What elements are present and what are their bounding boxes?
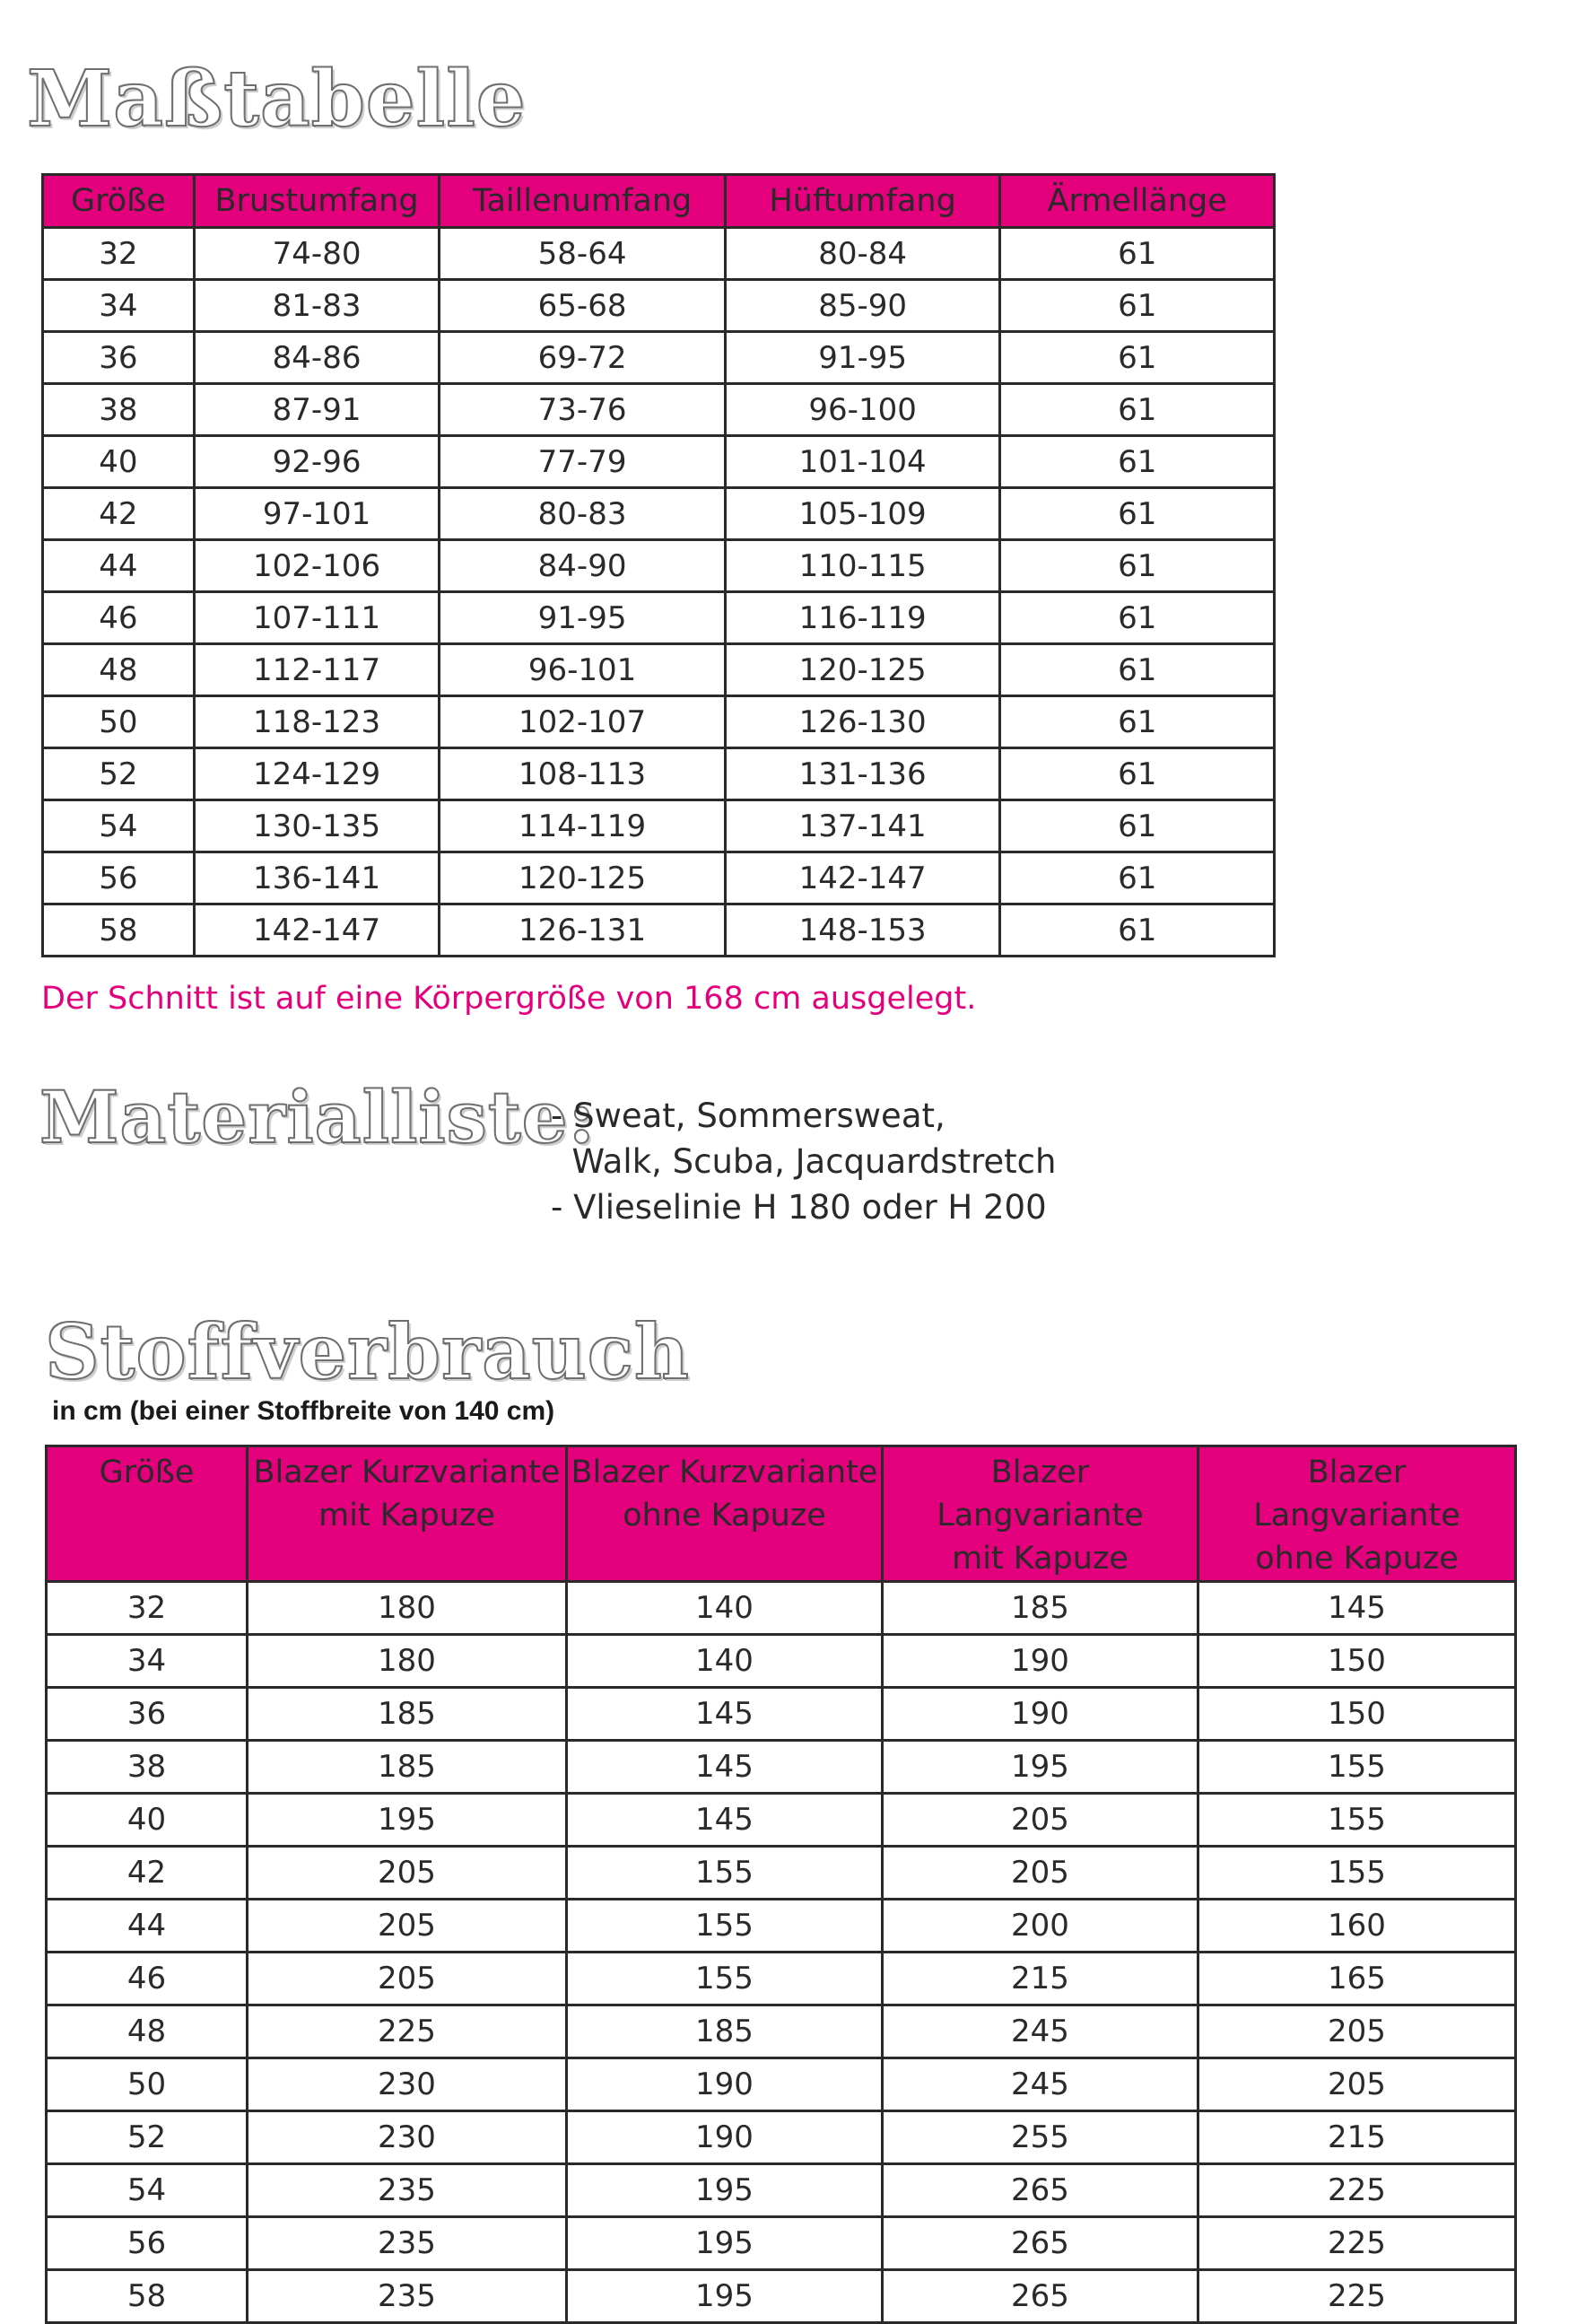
waist-cell: 84-90 bbox=[440, 540, 726, 592]
size-chart-row bbox=[43, 384, 1275, 436]
short-hood-cell: 205 bbox=[248, 1900, 567, 1953]
long-hood-cell: 245 bbox=[883, 2005, 1198, 2058]
bust-cell: 107-111 bbox=[194, 592, 439, 644]
fabric-header-short-hood bbox=[248, 1446, 567, 1582]
fabric-header-line: mit Kapuze bbox=[318, 1498, 495, 1533]
size-chart-row bbox=[43, 592, 1275, 644]
size-cell: 48 bbox=[47, 2005, 248, 2058]
size-chart-row bbox=[43, 280, 1275, 332]
waist-cell: 77-79 bbox=[440, 436, 726, 488]
size-chart-row bbox=[43, 436, 1275, 488]
size-cell: 36 bbox=[43, 332, 195, 384]
waist-cell: 65-68 bbox=[440, 280, 726, 332]
fabric-usage-subtitle: in cm (bei einer Stoffbreite von 140 cm) bbox=[52, 1396, 555, 1426]
size-chart-row bbox=[43, 228, 1275, 280]
short-hood-cell: 235 bbox=[248, 2164, 567, 2217]
short-hood-cell: 180 bbox=[248, 1582, 567, 1635]
fabric-usage-row bbox=[47, 2270, 1516, 2323]
sleeve-cell: 61 bbox=[1000, 592, 1275, 644]
size-cell: 50 bbox=[43, 696, 195, 748]
fabric-header-line: Größe bbox=[99, 1455, 195, 1490]
long-nohood-cell: 155 bbox=[1198, 1794, 1516, 1847]
long-nohood-cell: 150 bbox=[1198, 1635, 1516, 1688]
size-cell: 48 bbox=[43, 644, 195, 696]
size-cell: 40 bbox=[43, 436, 195, 488]
long-nohood-cell: 155 bbox=[1198, 1741, 1516, 1794]
fabric-usage-row bbox=[47, 1741, 1516, 1794]
long-hood-cell: 265 bbox=[883, 2164, 1198, 2217]
short-nohood-cell: 195 bbox=[567, 2164, 883, 2217]
hip-cell: 96-100 bbox=[725, 384, 1000, 436]
fabric-header-line: mit Kapuze bbox=[952, 1541, 1128, 1577]
short-nohood-cell: 155 bbox=[567, 1847, 883, 1900]
short-hood-cell: 205 bbox=[248, 1847, 567, 1900]
size-cell: 54 bbox=[47, 2164, 248, 2217]
size-chart-row bbox=[43, 644, 1275, 696]
size-cell: 46 bbox=[47, 1953, 248, 2005]
size-chart-row bbox=[43, 904, 1275, 957]
size-chart-header-waist: Taillenumfang bbox=[440, 175, 726, 228]
size-cell: 42 bbox=[47, 1847, 248, 1900]
long-hood-cell: 190 bbox=[883, 1688, 1198, 1741]
fabric-usage-row bbox=[47, 2164, 1516, 2217]
size-chart-row bbox=[43, 540, 1275, 592]
sleeve-cell: 61 bbox=[1000, 748, 1275, 800]
body-height-note: Der Schnitt ist auf eine Körpergröße von 168 cm ausgelegt. bbox=[41, 981, 977, 1017]
sleeve-cell: 61 bbox=[1000, 436, 1275, 488]
long-hood-cell: 190 bbox=[883, 1635, 1198, 1688]
size-cell: 52 bbox=[47, 2111, 248, 2164]
bust-cell: 74-80 bbox=[194, 228, 439, 280]
fabric-usage-row bbox=[47, 1953, 1516, 2005]
long-nohood-cell: 160 bbox=[1198, 1900, 1516, 1953]
short-nohood-cell: 190 bbox=[567, 2058, 883, 2111]
fabric-usage-row bbox=[47, 2217, 1516, 2270]
size-chart-header-bust: Brustumfang bbox=[194, 175, 439, 228]
size-cell: 42 bbox=[43, 488, 195, 540]
long-nohood-cell: 165 bbox=[1198, 1953, 1516, 2005]
size-cell: 54 bbox=[43, 800, 195, 852]
size-cell: 38 bbox=[43, 384, 195, 436]
fabric-usage-row bbox=[47, 1688, 1516, 1741]
hip-cell: 131-136 bbox=[725, 748, 1000, 800]
size-cell: 40 bbox=[47, 1794, 248, 1847]
sleeve-cell: 61 bbox=[1000, 852, 1275, 904]
long-hood-cell: 245 bbox=[883, 2058, 1198, 2111]
waist-cell: 102-107 bbox=[440, 696, 726, 748]
hip-cell: 101-104 bbox=[725, 436, 1000, 488]
long-hood-cell: 215 bbox=[883, 1953, 1198, 2005]
size-cell: 58 bbox=[47, 2270, 248, 2323]
bust-cell: 92-96 bbox=[194, 436, 439, 488]
sleeve-cell: 61 bbox=[1000, 644, 1275, 696]
waist-cell: 120-125 bbox=[440, 852, 726, 904]
short-nohood-cell: 155 bbox=[567, 1953, 883, 2005]
waist-cell: 58-64 bbox=[440, 228, 726, 280]
materials-title: Materialliste: bbox=[39, 1075, 597, 1159]
size-chart-header-row bbox=[43, 175, 1275, 228]
size-chart-row bbox=[43, 488, 1275, 540]
fabric-usage-row bbox=[47, 2058, 1516, 2111]
size-cell: 50 bbox=[47, 2058, 248, 2111]
size-cell: 34 bbox=[47, 1635, 248, 1688]
size-chart-row bbox=[43, 748, 1275, 800]
long-nohood-cell: 155 bbox=[1198, 1847, 1516, 1900]
short-hood-cell: 225 bbox=[248, 2005, 567, 2058]
fabric-usage-row bbox=[47, 2005, 1516, 2058]
sleeve-cell: 61 bbox=[1000, 696, 1275, 748]
bust-cell: 81-83 bbox=[194, 280, 439, 332]
size-chart-row bbox=[43, 696, 1275, 748]
sleeve-cell: 61 bbox=[1000, 228, 1275, 280]
short-hood-cell: 230 bbox=[248, 2111, 567, 2164]
short-nohood-cell: 185 bbox=[567, 2005, 883, 2058]
size-cell: 44 bbox=[43, 540, 195, 592]
fabric-header-line: Blazer Langvariante bbox=[1253, 1455, 1460, 1533]
waist-cell: 69-72 bbox=[440, 332, 726, 384]
long-hood-cell: 205 bbox=[883, 1847, 1198, 1900]
long-hood-cell: 185 bbox=[883, 1582, 1198, 1635]
size-cell: 44 bbox=[47, 1900, 248, 1953]
size-cell: 52 bbox=[43, 748, 195, 800]
short-nohood-cell: 140 bbox=[567, 1635, 883, 1688]
sleeve-cell: 61 bbox=[1000, 488, 1275, 540]
fabric-usage-row bbox=[47, 1794, 1516, 1847]
fabric-usage-title: Stoffverbrauch bbox=[45, 1307, 690, 1396]
size-chart-row bbox=[43, 332, 1275, 384]
size-cell: 56 bbox=[47, 2217, 248, 2270]
bust-cell: 142-147 bbox=[194, 904, 439, 957]
size-chart-header-sleeve: Ärmellänge bbox=[1000, 175, 1275, 228]
short-nohood-cell: 155 bbox=[567, 1900, 883, 1953]
size-cell: 36 bbox=[47, 1688, 248, 1741]
waist-cell: 91-95 bbox=[440, 592, 726, 644]
hip-cell: 148-153 bbox=[725, 904, 1000, 957]
fabric-header-long-hood bbox=[883, 1446, 1198, 1582]
waist-cell: 80-83 bbox=[440, 488, 726, 540]
hip-cell: 80-84 bbox=[725, 228, 1000, 280]
waist-cell: 126-131 bbox=[440, 904, 726, 957]
size-chart-row bbox=[43, 852, 1275, 904]
long-nohood-cell: 205 bbox=[1198, 2058, 1516, 2111]
long-hood-cell: 205 bbox=[883, 1794, 1198, 1847]
long-nohood-cell: 205 bbox=[1198, 2005, 1516, 2058]
fabric-usage-table bbox=[45, 1445, 1517, 2324]
fabric-usage-row bbox=[47, 2111, 1516, 2164]
short-hood-cell: 195 bbox=[248, 1794, 567, 1847]
bust-cell: 136-141 bbox=[194, 852, 439, 904]
bust-cell: 97-101 bbox=[194, 488, 439, 540]
short-hood-cell: 205 bbox=[248, 1953, 567, 2005]
fabric-usage-header-row bbox=[47, 1446, 1516, 1582]
long-nohood-cell: 145 bbox=[1198, 1582, 1516, 1635]
hip-cell: 120-125 bbox=[725, 644, 1000, 696]
bust-cell: 102-106 bbox=[194, 540, 439, 592]
fabric-header-line: Blazer Kurzvariante bbox=[253, 1455, 561, 1490]
long-hood-cell: 255 bbox=[883, 2111, 1198, 2164]
size-chart-row bbox=[43, 800, 1275, 852]
hip-cell: 126-130 bbox=[725, 696, 1000, 748]
fabric-usage-row bbox=[47, 1900, 1516, 1953]
size-chart-title: Maßtabelle bbox=[27, 54, 527, 144]
materials-line: - Sweat, Sommersweat, bbox=[551, 1096, 946, 1135]
short-nohood-cell: 140 bbox=[567, 1582, 883, 1635]
hip-cell: 85-90 bbox=[725, 280, 1000, 332]
short-nohood-cell: 145 bbox=[567, 1741, 883, 1794]
waist-cell: 73-76 bbox=[440, 384, 726, 436]
fabric-usage-row bbox=[47, 1847, 1516, 1900]
short-nohood-cell: 190 bbox=[567, 2111, 883, 2164]
fabric-header-long-nohood bbox=[1198, 1446, 1516, 1582]
sleeve-cell: 61 bbox=[1000, 384, 1275, 436]
size-cell: 32 bbox=[47, 1582, 248, 1635]
sleeve-cell: 61 bbox=[1000, 540, 1275, 592]
bust-cell: 130-135 bbox=[194, 800, 439, 852]
size-cell: 46 bbox=[43, 592, 195, 644]
waist-cell: 108-113 bbox=[440, 748, 726, 800]
bust-cell: 84-86 bbox=[194, 332, 439, 384]
bust-cell: 87-91 bbox=[194, 384, 439, 436]
short-nohood-cell: 145 bbox=[567, 1794, 883, 1847]
hip-cell: 142-147 bbox=[725, 852, 1000, 904]
size-chart-header-hip: Hüftumfang bbox=[725, 175, 1000, 228]
short-nohood-cell: 145 bbox=[567, 1688, 883, 1741]
size-cell: 38 bbox=[47, 1741, 248, 1794]
short-nohood-cell: 195 bbox=[567, 2217, 883, 2270]
long-nohood-cell: 225 bbox=[1198, 2164, 1516, 2217]
fabric-header-line: Blazer Langvariante bbox=[937, 1455, 1144, 1533]
long-nohood-cell: 225 bbox=[1198, 2217, 1516, 2270]
short-hood-cell: 180 bbox=[248, 1635, 567, 1688]
sleeve-cell: 61 bbox=[1000, 800, 1275, 852]
long-hood-cell: 265 bbox=[883, 2217, 1198, 2270]
long-nohood-cell: 225 bbox=[1198, 2270, 1516, 2323]
short-hood-cell: 235 bbox=[248, 2270, 567, 2323]
short-hood-cell: 230 bbox=[248, 2058, 567, 2111]
materials-line: - Vlieselinie H 180 oder H 200 bbox=[551, 1188, 1047, 1227]
size-chart-table bbox=[41, 173, 1276, 957]
sleeve-cell: 61 bbox=[1000, 280, 1275, 332]
hip-cell: 105-109 bbox=[725, 488, 1000, 540]
hip-cell: 91-95 bbox=[725, 332, 1000, 384]
hip-cell: 110-115 bbox=[725, 540, 1000, 592]
long-nohood-cell: 215 bbox=[1198, 2111, 1516, 2164]
short-hood-cell: 185 bbox=[248, 1741, 567, 1794]
sleeve-cell: 61 bbox=[1000, 332, 1275, 384]
long-hood-cell: 265 bbox=[883, 2270, 1198, 2323]
fabric-header-line: Blazer Kurzvariante bbox=[571, 1455, 878, 1490]
short-nohood-cell: 195 bbox=[567, 2270, 883, 2323]
fabric-usage-row bbox=[47, 1635, 1516, 1688]
size-chart-header-size: Größe bbox=[43, 175, 195, 228]
fabric-usage-row bbox=[47, 1582, 1516, 1635]
bust-cell: 112-117 bbox=[194, 644, 439, 696]
size-cell: 32 bbox=[43, 228, 195, 280]
size-cell: 56 bbox=[43, 852, 195, 904]
waist-cell: 96-101 bbox=[440, 644, 726, 696]
hip-cell: 116-119 bbox=[725, 592, 1000, 644]
short-hood-cell: 235 bbox=[248, 2217, 567, 2270]
size-cell: 58 bbox=[43, 904, 195, 957]
hip-cell: 137-141 bbox=[725, 800, 1000, 852]
short-hood-cell: 185 bbox=[248, 1688, 567, 1741]
waist-cell: 114-119 bbox=[440, 800, 726, 852]
fabric-header-line: ohne Kapuze bbox=[1255, 1541, 1459, 1577]
size-cell: 34 bbox=[43, 280, 195, 332]
bust-cell: 118-123 bbox=[194, 696, 439, 748]
materials-list bbox=[551, 1093, 1056, 1230]
sleeve-cell: 61 bbox=[1000, 904, 1275, 957]
fabric-header-size bbox=[47, 1446, 248, 1582]
long-hood-cell: 200 bbox=[883, 1900, 1198, 1953]
fabric-header-line: ohne Kapuze bbox=[623, 1498, 826, 1533]
long-hood-cell: 195 bbox=[883, 1741, 1198, 1794]
fabric-header-short-nohood bbox=[567, 1446, 883, 1582]
bust-cell: 124-129 bbox=[194, 748, 439, 800]
long-nohood-cell: 150 bbox=[1198, 1688, 1516, 1741]
materials-line: Walk, Scuba, Jacquardstretch bbox=[551, 1142, 1057, 1181]
